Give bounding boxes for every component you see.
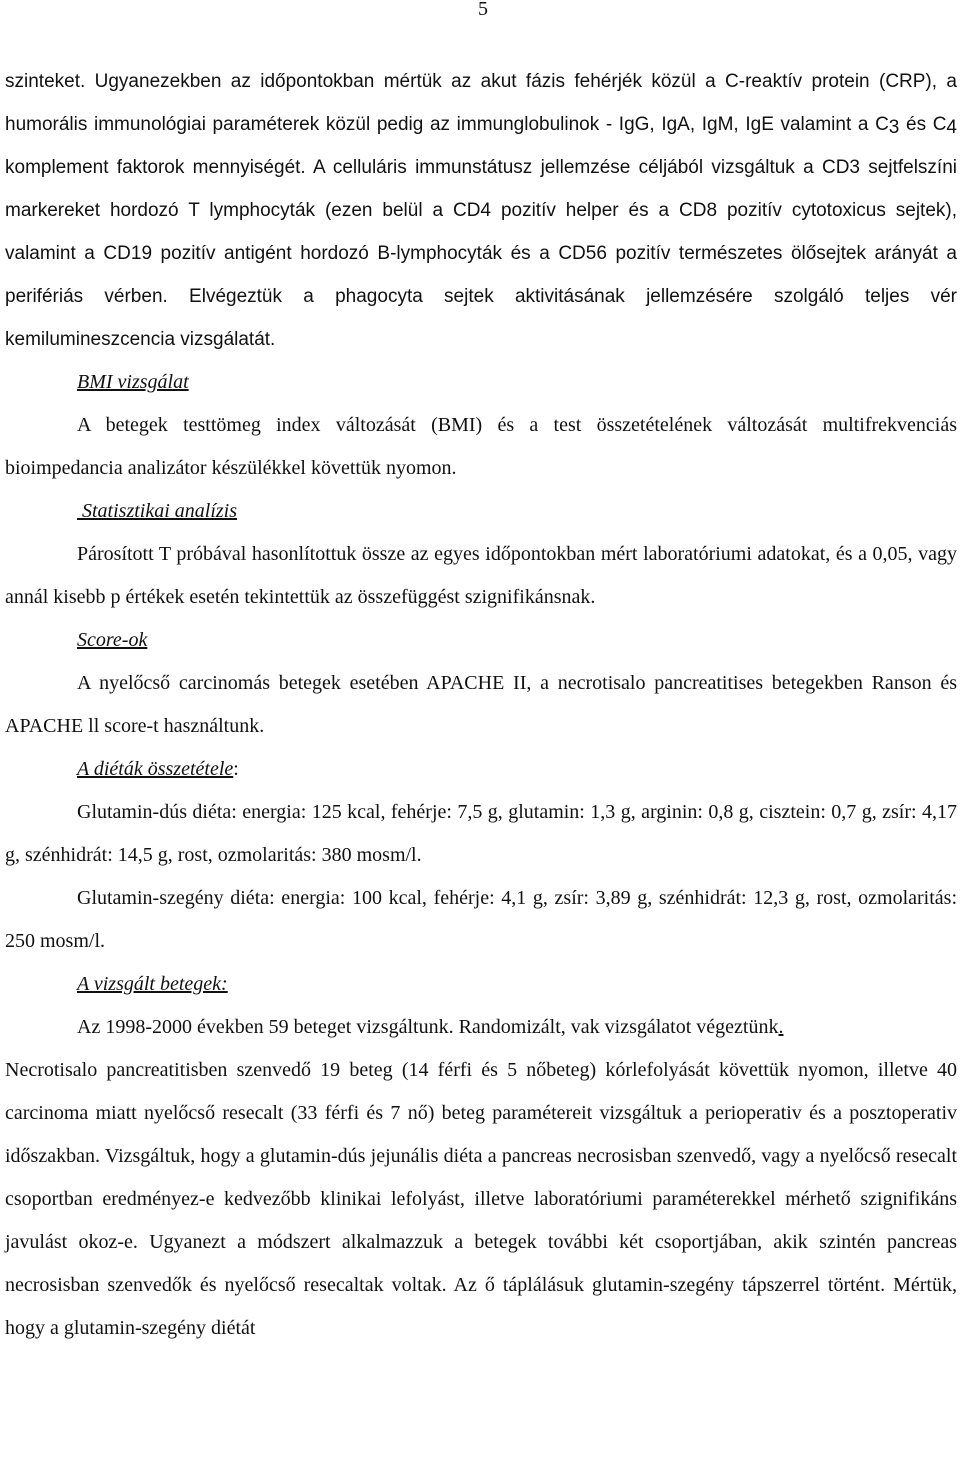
- paragraph-patients-intro: [5, 1006, 957, 1049]
- section-heading-bmi: BMI vizsgálat: [77, 371, 189, 393]
- section-heading-diets: A diéták összetétele: [77, 758, 234, 780]
- paragraph-text: komplement faktorok mennyiségét. A celluláris immunstátusz jellemzése céljából vizsgáltuk a CD3 sejtfelszíni markereket hordozó T lymphocyták (ezen belül a CD4 pozitív helper és a CD8 pozitív cytotoxicus sejtek), valamint a CD19 pozitív antigént hordozó B-lymphocyták és a CD56 pozitív természetes ölősejtek arányát a perifériás vérben. Elvégeztük a phagocyta sejtek aktivitásának jellemzésére szolgáló teljes vér kemilumineszcencia vizsgálatát.: [5, 157, 957, 350]
- section-heading-patients: A vizsgált betegek:: [77, 973, 228, 995]
- paragraph-bmi: A betegek testtömeg index változását (BMI) és a test összetételének változását multifrekvenciás bioimpedancia analizátor készülékkel követtük nyomon.: [5, 414, 957, 479]
- subscript-4: 4: [946, 117, 957, 138]
- paragraph-text: szinteket. Ugyanezekben az időpontokban mértük az akut fázis fehérjék közül a C-reaktív protein (CRP), a humorális immunológiai paraméterek közül pedig az immunglobulinok - IgG, IgA, IgM, IgE valamint a C: [5, 71, 957, 135]
- paragraph-text: és C: [899, 114, 947, 135]
- paragraph-patients: Necrotisalo pancreatitisben szenvedő 19 beteg (14 férfi és 5 nőbeteg) kórlefolyását követtük nyomon, illetve 40 carcinoma miatt nyelőcső resecalt (33 férfi és 7 nő) beteg paramétereit vizsgáltuk a perioperativ és a posztoperativ időszakban. Vizsgáltuk, hogy a glutamin-dús jejunális diéta a pancreas necrosisban szenvedő, vagy a nyelőcső resecalt csoportban eredményez-e kedvezőbb klinikai lefolyást, illetve laboratóriumi paraméterekkel mérhető szignifikáns javulást okoz-e. Ugyanezt a módszert alkalmazzuk a betegek további két csoportjában, akik szintén pancreas necrosisban szenvedők és nyelőcső resecaltak voltak. Az ő táplálásuk glutamin-szegény tápszerrel történt. Mértük, hogy a glutamin-szegény diétát: [5, 1059, 957, 1339]
- paragraph-scores: A nyelőcső carcinomás betegek esetében APACHE II, a necrotisalo pancreatitises betegekben Ranson és APACHE ll score-t használtunk.: [5, 672, 957, 737]
- section-heading-statistics: Statisztikai analízis: [77, 500, 238, 522]
- heading-colon: :: [233, 758, 239, 780]
- page-number: 5: [478, 0, 488, 20]
- paragraph-glutamine-poor-diet: Glutamin-szegény diéta: energia: 100 kcal, fehérje: 4,1 g, zsír: 3,89 g, szénhidrát: 12,3 g, rost, ozmolaritás: 250 mosm/l.: [5, 887, 957, 952]
- paragraph-lab-methods: [5, 60, 957, 361]
- section-heading-diets-wrap: [5, 748, 957, 791]
- paragraph-text: Az 1998-2000 években 59 beteget vizsgáltunk. Randomizált, vak vizsgálatot végeztünk: [77, 1016, 779, 1038]
- underlined-period: .: [778, 1016, 784, 1038]
- section-heading-scores: Score-ok: [77, 629, 148, 651]
- paragraph-statistics: Párosított T próbával hasonlítottuk össze az egyes időpontokban mért laboratóriumi adatokat, és a 0,05, vagy annál kisebb p értékek esetén tekintettük az összefüggést szignifikánsnak.: [5, 543, 957, 608]
- paragraph-glutamine-rich-diet: Glutamin-dús diéta: energia: 125 kcal, fehérje: 7,5 g, glutamin: 1,3 g, arginin: 0,8 g, cisztein: 0,7 g, zsír: 4,17 g, szénhidrát: 14,5 g, rost, ozmolaritás: 380 mosm/l.: [5, 801, 957, 866]
- document-body: [5, 60, 957, 1350]
- subscript-3: 3: [888, 117, 900, 138]
